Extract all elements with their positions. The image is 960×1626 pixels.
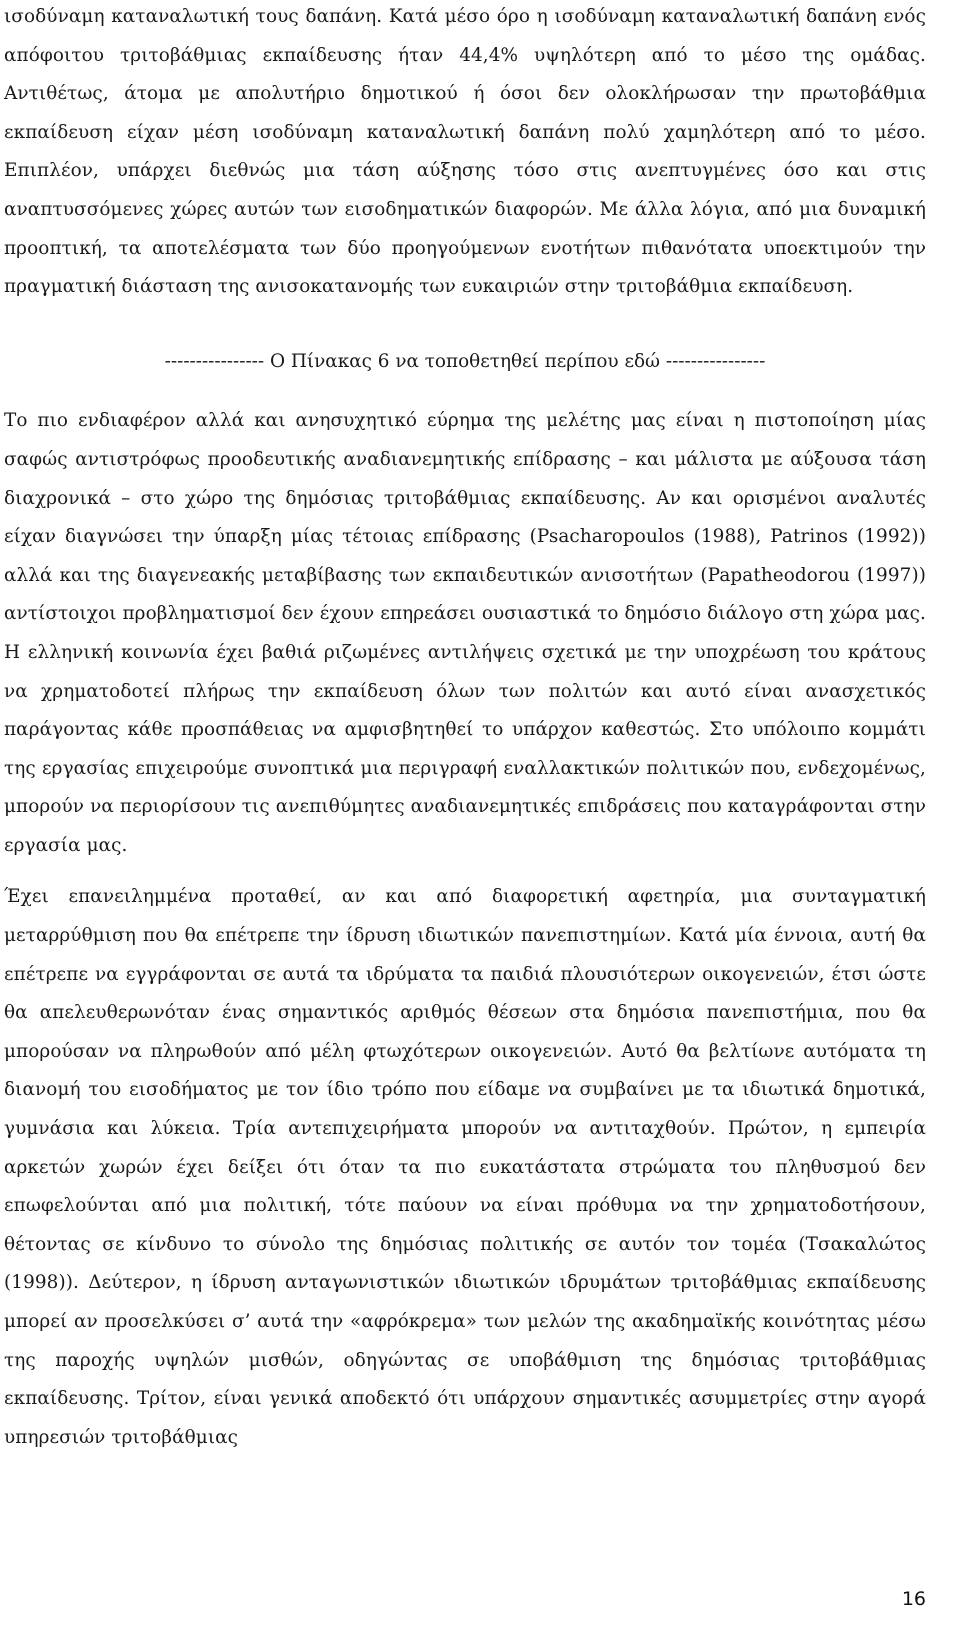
document-page [4,0,926,1457]
body-paragraph: Έχει επανειλημμένα προταθεί, αν και από διαφορετική αφετηρία, μια συνταγματική μεταρρύθμιση που θα επέτρεπε την ίδρυση ιδιωτικών πανεπιστημίων. Κατά μία έννοια, αυτή θα επέτρεπε να εγγράφονται σε αυτά τα ιδρύματα τα παιδιά πλουσιότερων οικογενειών, έτσι ώστε θα απελευθερωνόταν ένας σημαντικός αριθμός θέσεων στα δημόσια πανεπιστήμια, που θα μπορούσαν να πληρωθούν από μέλη φτωχότερων οικογενειών. Αυτό θα βελτίωνε αυτόματα τη διανομή του εισοδήματος με τον ίδιο τρόπο που είδαμε να συμβαίνει με τα ιδιωτικά δημοτικά, γυμνάσια και λύκεια. Τρία αντεπιχειρήματα μπορούν να αντιταχθούν. Πρώτον, η εμπειρία αρκετών χωρών έχει δείξει ότι όταν τα πιο ευκατάστατα στρώματα του πληθυσμού δεν επωφελούνται από μια πολιτική, τότε παύουν να είναι πρόθυμα να την χρηματοδοτήσουν, θέτοντας σε κίνδυνο το σύνολο της δημόσιας πολιτικής σε αυτόν τον τομέα (Τσακαλώτος (1998)). Δεύτερον, η ίδρυση ανταγωνιστικών ιδιωτικών ιδρυμάτων τριτοβάθμιας εκπαίδευσης μπορεί αν προσελκύσει σ’ αυτά την «αφρόκρεμα» των μελών της ακαδημαϊκής κοινότητας μέσω της παροχής υψηλών μισθών, οδηγώντας σε υποβάθμιση της δημόσιας τριτοβάθμιας εκπαίδευσης. Τρίτον, είναι γενικά αποδεκτό ότι υπάρχουν σημαντικές ασυμμετρίες στην αγορά υπηρεσιών τριτοβάθμιας [4,886,926,1448]
page-number: 16 [901,1588,926,1610]
body-paragraph: ισοδύναμη καταναλωτική τους δαπάνη. Κατά μέσο όρο η ισοδύναμη καταναλωτική δαπάνη ενός απόφοιτου τριτοβάθμιας εκπαίδευσης ήταν 44,4% υψηλότερη από το μέσο της ομάδας. Αντιθέτως, άτομα με απολυτήριο δημοτικού ή όσοι δεν ολοκλήρωσαν την πρωτοβάθμια εκπαίδευση είχαν μέση ισοδύναμη καταναλωτική δαπάνη πολύ χαμηλότερη από το μέσο. Επιπλέον, υπάρχει διεθνώς μια τάση αύξησης τόσο στις ανεπτυγμένες όσο και στις αναπτυσσόμενες χώρες αυτών των εισοδηματικών διαφορών. Με άλλα λόγια, από μια δυναμική προοπτική, τα αποτελέσματα των δύο προηγούμενων ενοτήτων πιθανότατα υποεκτιμούν την πραγματική διάσταση της ανισοκατανομής των ευκαιριών στην τριτοβάθμια εκπαίδευση. [4,6,926,298]
table-placeholder-note: ---------------- Ο Πίνακας 6 να τοποθετηθεί περίπου εδώ ---------------- [164,350,766,372]
body-paragraph: Το πιο ενδιαφέρον αλλά και ανησυχητικό εύρημα της μελέτης μας είναι η πιστοποίηση μίας σαφώς αντιστρόφως προοδευτικής αναδιανεμητικής επίδρασης – και μάλιστα με αύξουσα τάση διαχρονικά – στο χώρο της δημόσιας τριτοβάθμιας εκπαίδευσης. Αν και ορισμένοι αναλυτές είχαν διαγνώσει την ύπαρξη μίας τέτοιας επίδρασης (Psacharopoulos (1988), Patrinos (1992)) αλλά και της διαγενεακής μεταβίβασης των εκπαιδευτικών ανισοτήτων (Papatheodorou (1997)) αντίστοιχοι προβληματισμοί δεν έχουν επηρεάσει ουσιαστικά το δημόσιο διάλογο στη χώρα μας. Η ελληνική κοινωνία έχει βαθιά ριζωμένες αντιλήψεις σχετικά με την υποχρέωση του κράτους να χρηματοδοτεί πλήρως την εκπαίδευση όλων των πολιτών και αυτό είναι ανασχετικός παράγοντας κάθε προσπάθειας να αμφισβητηθεί το υπάρχον καθεστώς. Στο υπόλοιπο κομμάτι της εργασίας επιχειρούμε συνοπτικά μια περιγραφή εναλλακτικών πολιτικών που, ενδεχομένως, μπορούν να περιορίσουν τις ανεπιθύμητες αναδιανεμητικές επιδράσεις που καταγράφονται στην εργασία μας. [4,410,926,856]
